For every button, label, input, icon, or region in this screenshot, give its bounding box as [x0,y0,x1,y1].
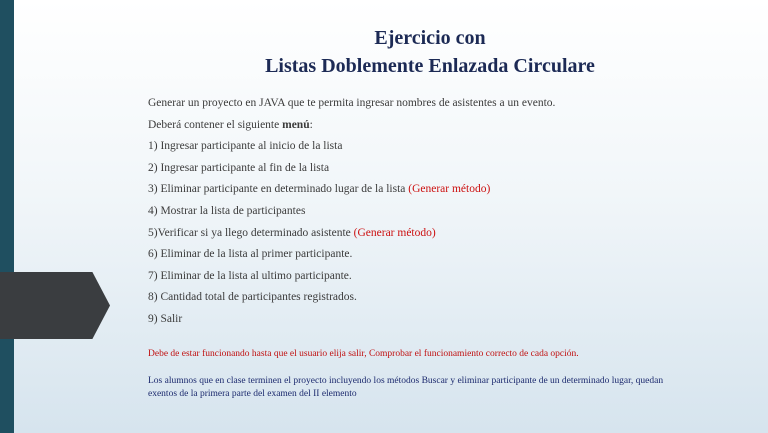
list-item [148,287,748,309]
list-item [148,223,748,245]
list-item [148,309,748,331]
intro-text: Generar un proyecto en JAVA que te permita ingresar nombres de asistentes a un evento. [148,97,556,109]
red-note: Debe de estar funcionando hasta que el usuario elija salir, Comprobar el funcionamiento correcto de cada opción. [148,349,579,359]
list-item [148,179,748,201]
list-item-text: 1) Ingresar participante al inicio de la lista [148,140,343,153]
title-line-2: Listas Doblemente Enlazada Circulare [265,55,595,77]
menu-intro [148,115,748,137]
menu-prefix: Deberá contener el siguiente [148,118,283,131]
list-item-note: (Generar método) [408,183,491,196]
list-item [148,266,748,288]
list-item-text: 7) Eliminar de la lista al ultimo participante. [148,269,352,282]
arrow-decoration [0,272,110,339]
list-item [148,158,748,180]
list-item-text: 8) Cantidad total de participantes registrados. [148,291,357,304]
title-line-1: Ejercicio con [374,27,486,49]
list-item-text: 9) Salir [148,312,183,325]
slide-title [150,24,710,80]
list-item [148,244,748,266]
list-item-text: 4) Mostrar la lista de participantes [148,204,306,217]
list-item-text: 3) Eliminar participante en determinado lugar de la lista [148,183,409,196]
list-item [148,136,748,158]
menu-suffix: : [309,118,313,131]
list-item-text: 6) Eliminar de la lista al primer participante. [148,248,353,261]
menu-word: menú [282,118,310,131]
blue-note: Los alumnos que en clase terminen el proyecto incluyendo los métodos Buscar y eliminar participante de un determinado lugar, quedan exentos de la primera parte del examen del II elemento [148,376,664,399]
list-item [148,201,748,223]
left-accent-band [0,0,14,433]
list-item-note: (Generar método) [353,226,436,239]
list-item-text: 2) Ingresar participante al fin de la lista [148,161,330,174]
slide-body [148,93,748,331]
list-item-text: 5)Verificar si ya llego determinado asistente [148,226,354,239]
